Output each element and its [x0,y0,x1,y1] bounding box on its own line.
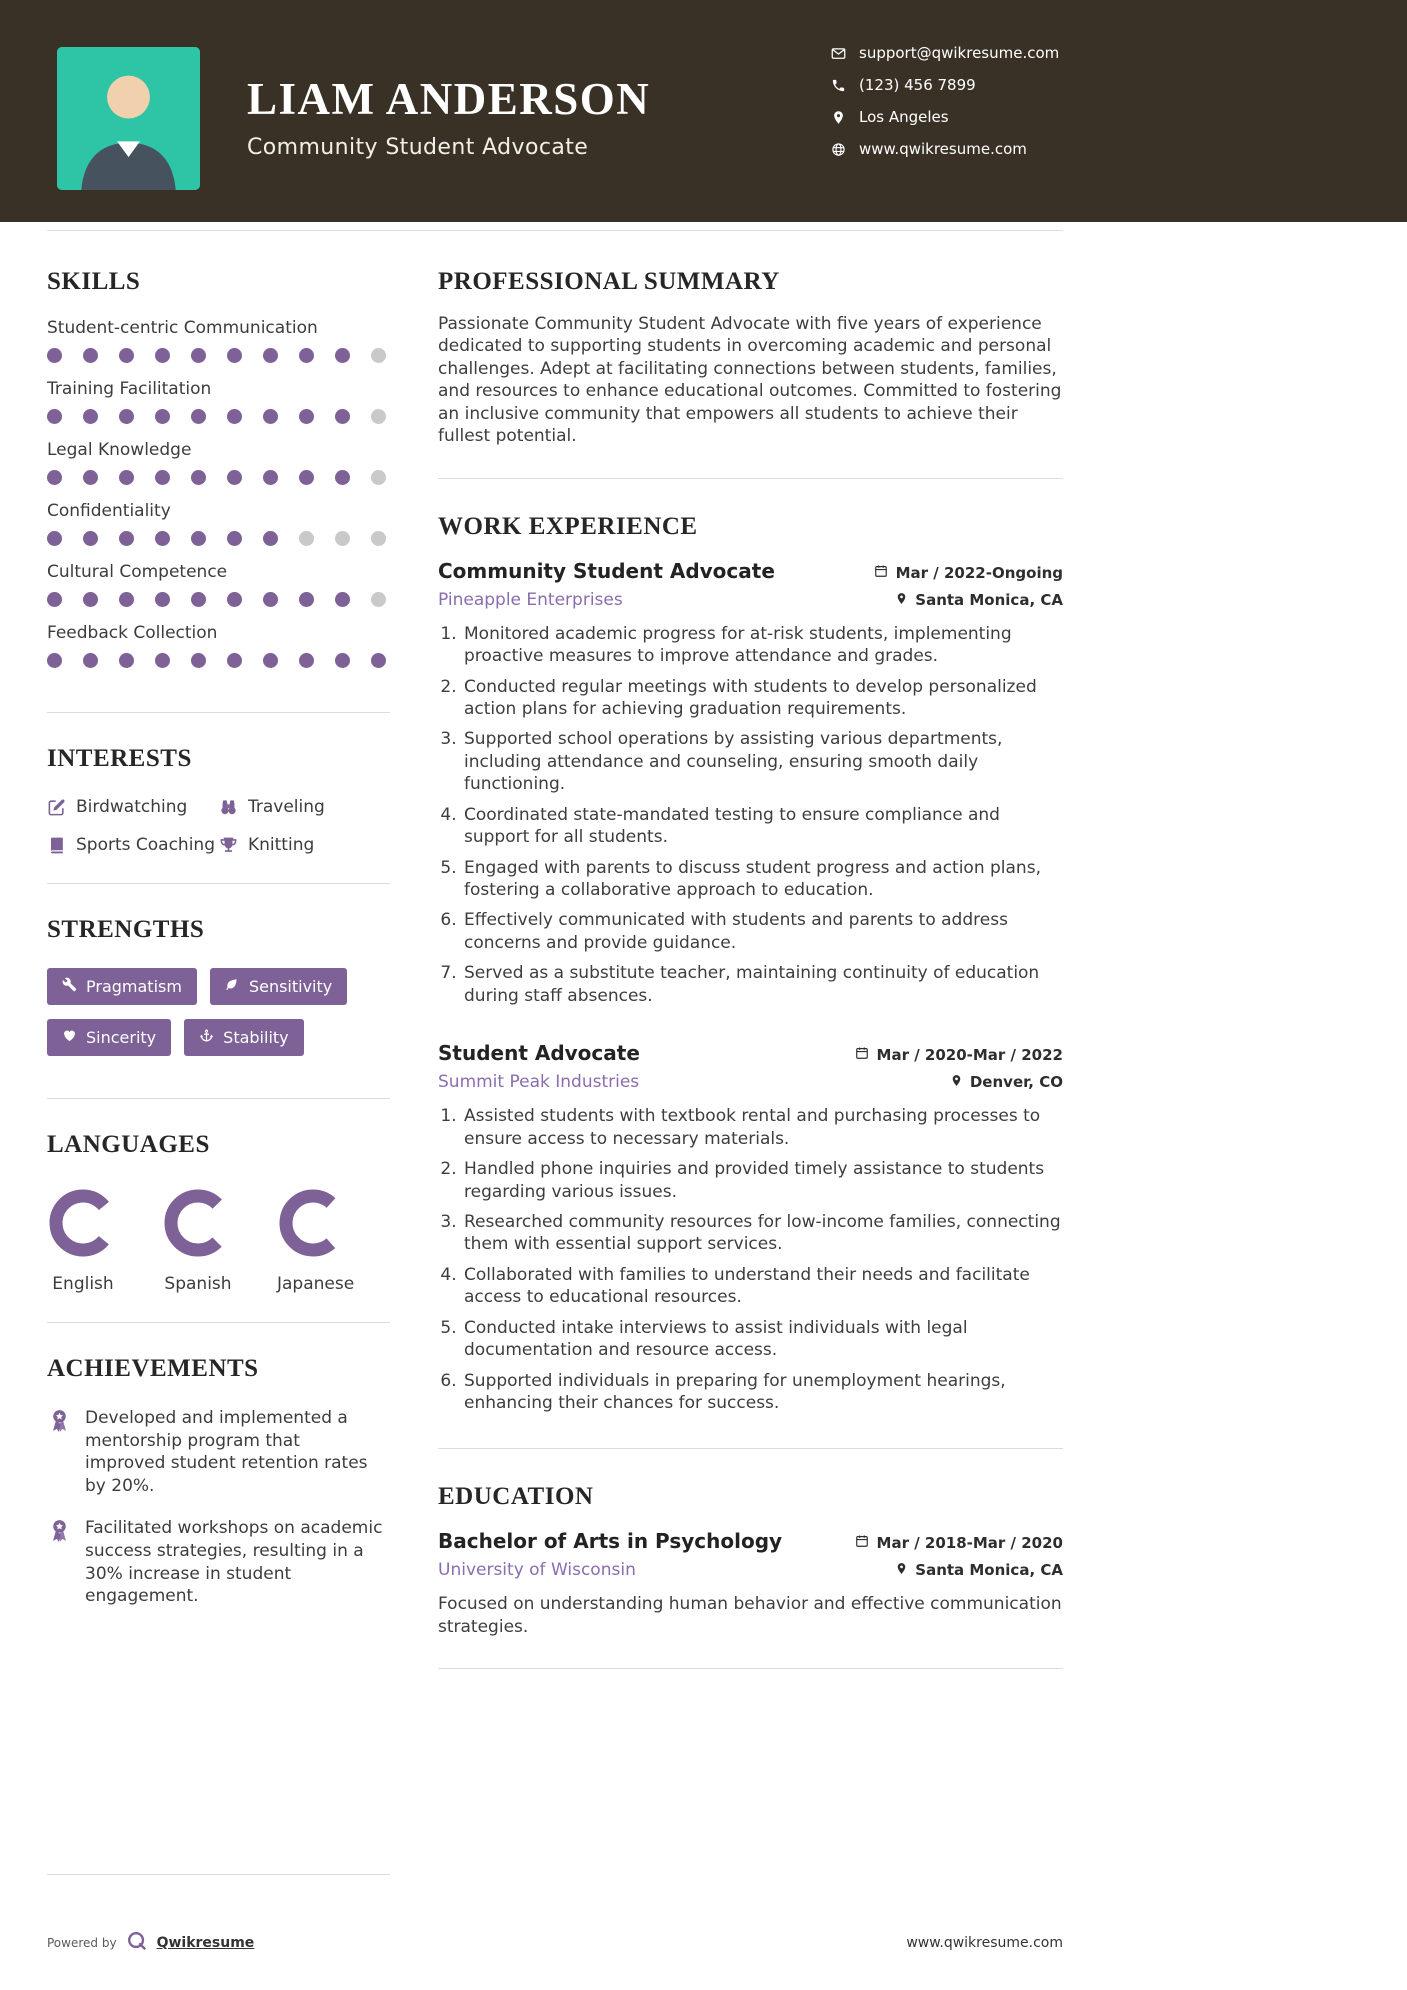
achievement-item [47,1407,390,1497]
divider [47,883,390,884]
rating-dot-filled [119,348,134,363]
pin-icon [895,1561,908,1579]
skill-rating [47,409,390,424]
language-item [277,1187,355,1294]
skill-name: Training Facilitation [47,379,212,399]
rating-dot-filled [119,409,134,424]
degree-title: Bachelor of Arts in Psychology [438,1529,783,1554]
education-heading: EDUCATION [438,1483,594,1511]
pin-icon [950,1073,963,1091]
rating-dot-filled [227,531,242,546]
contact-list [830,44,1059,172]
rating-dot-empty [371,348,386,363]
rating-dot-filled [83,409,98,424]
language-item [162,1187,234,1294]
rating-dot-filled [47,470,62,485]
rating-dot-filled [155,592,170,607]
strength-label: Stability [223,1028,289,1047]
skill-item [47,318,390,363]
rating-dot-filled [263,653,278,668]
job-dates-text: Mar / 2020-Mar / 2022 [876,1046,1063,1065]
leaf-icon [225,977,240,996]
languages-heading: LANGUAGES [47,1131,210,1158]
contact-website[interactable] [830,140,1059,158]
job-subheader [438,1072,1063,1092]
interest-label: Sports Coaching [76,835,215,855]
rating-dot-filled [47,531,62,546]
job-bullet: 1. Monitored academic progress for at-risk students, implementing proactive measures to improve attendance and grades. [462,623,1063,668]
rating-dot-filled [191,653,206,668]
rating-dot-filled [155,348,170,363]
rating-dot-filled [155,653,170,668]
education-dates [855,1534,1063,1552]
calendar-icon [855,1534,869,1552]
contact-email[interactable] [830,44,1059,62]
rating-dot-filled [371,653,386,668]
calendar-icon [855,1046,869,1064]
achievement-text: Developed and implemented a mentorship program that improved student retention rates by 20%. [85,1408,368,1496]
job-bullet: 7. Served as a substitute teacher, maintaining continuity of education during staff absences. [462,962,1063,1007]
contact-phone-text: (123) 456 7899 [859,76,976,94]
interest-item [47,797,219,817]
skill-name: Feedback Collection [47,623,218,643]
job-dates [855,1046,1063,1064]
contact-website-text: www.qwikresume.com [859,140,1027,158]
language-gauge [147,1172,249,1274]
rating-dot-filled [119,653,134,668]
rating-dot-filled [191,592,206,607]
job-location [895,591,1063,609]
achievements-section [47,1355,390,1628]
job-header [438,559,1063,583]
language-item [47,1187,119,1294]
footer [0,1912,1407,1990]
skills-heading: SKILLS [47,268,141,295]
strength-label: Sensitivity [248,977,333,996]
footer-website-link[interactable]: www.qwikresume.com [906,1935,1063,1951]
interest-label: Birdwatching [76,797,188,817]
job-bullet: 5. Engaged with parents to discuss student progress and action plans, fostering a collaborative approach to education. [462,857,1063,902]
qwikresume-brand-link[interactable]: Qwikresume [156,1935,255,1951]
rating-dot-filled [335,653,350,668]
rating-dot-filled [119,470,134,485]
rating-dot-filled [47,592,62,607]
rating-dot-filled [263,592,278,607]
summary-section [438,268,1063,448]
job-header [438,1041,1063,1065]
interest-item [47,835,219,855]
job-bullet: 3. Supported school operations by assisting various departments, including attendance and counseling, ensuring smooth daily functioning. [462,728,1063,795]
language-label: Japanese [277,1274,355,1294]
skill-name: Cultural Competence [47,562,228,582]
book-icon [47,836,66,855]
strength-badge [210,968,347,1005]
education-location [895,1561,1063,1579]
skill-name: Legal Knowledge [47,440,192,460]
right-column [438,268,1063,1893]
rating-dot-filled [83,470,98,485]
language-gauge [262,1172,364,1274]
rating-dot-filled [299,592,314,607]
globe-icon [830,142,846,157]
skill-rating [47,531,390,546]
job-subheader [438,590,1063,610]
rating-dot-empty [371,409,386,424]
qwikresume-logo-icon [126,1930,148,1956]
job-bullet: 2. Handled phone inquiries and provided timely assistance to students regarding various issues. [462,1158,1063,1203]
achievement-item [47,1517,390,1607]
contact-location [830,108,1059,126]
skill-item [47,623,390,668]
summary-text: Passionate Community Student Advocate with five years of experience dedicated to supporting students in overcoming academic and personal challenges. Adept at facilitating connections between students, families, and resources to enhance educational outcomes. Committed to fostering an inclusive community that empowers all students to achieve their fullest potential. [438,314,1062,447]
skill-rating [47,470,390,485]
divider [438,1448,1063,1449]
contact-email-text: support@qwikresume.com [859,44,1060,62]
job-bullet: 5. Conducted intake interviews to assist individuals with legal documentation and resource access. [462,1317,1063,1362]
job-bullet: 2. Conducted regular meetings with students to develop personalized action plans for achieving graduation requirements. [462,676,1063,721]
avatar [57,47,200,190]
rating-dot-filled [83,348,98,363]
divider [47,1322,390,1323]
rating-dot-filled [47,348,62,363]
rating-dot-empty [335,531,350,546]
language-label: Spanish [164,1274,232,1294]
job-title: Student Advocate [438,1041,640,1066]
rating-dot-filled [227,348,242,363]
award-icon [47,1518,72,1607]
divider [47,1098,390,1099]
job-entry [438,559,1063,1008]
rating-dot-filled [227,592,242,607]
school-name: University of Wisconsin [438,1560,636,1581]
rating-dot-filled [155,409,170,424]
location-icon [830,110,846,125]
rating-dot-filled [227,470,242,485]
job-location [950,1073,1063,1091]
job-location-text: Denver, CO [969,1073,1063,1092]
divider [47,1874,390,1875]
rating-dot-filled [227,653,242,668]
pin-icon [895,591,908,609]
skill-item [47,501,390,546]
achievement-text: Facilitated workshops on academic success strategies, resulting in a 30% increase in student engagement. [85,1518,383,1607]
interest-label: Traveling [248,797,325,817]
rating-dot-filled [191,409,206,424]
education-header [438,1529,1063,1553]
anchor-icon [199,1028,214,1047]
strength-badge [47,968,197,1005]
experience-heading: WORK EXPERIENCE [438,512,698,540]
interest-label: Knitting [248,835,315,855]
skills-section [47,268,390,684]
achievements-heading: ACHIEVEMENTS [47,1355,259,1382]
trophy-icon [219,836,238,855]
rating-dot-filled [191,348,206,363]
strengths-section [47,916,390,1070]
rating-dot-filled [335,470,350,485]
contact-phone[interactable] [830,76,1059,94]
strength-badges [47,968,390,1070]
rating-dot-filled [227,409,242,424]
rating-dot-empty [299,531,314,546]
strength-label: Pragmatism [86,977,182,996]
language-label: English [52,1274,114,1294]
email-icon [830,46,846,61]
header-divider [47,230,1063,231]
footer-branding [47,1930,254,1956]
job-dates [874,564,1063,582]
rating-dot-filled [299,470,314,485]
experience-section [438,513,1063,1415]
skill-name: Student-centric Communication [47,318,318,338]
rating-dot-filled [335,592,350,607]
job-title: Community Student Advocate [438,558,775,583]
education-dates-text: Mar / 2018-Mar / 2020 [876,1534,1063,1553]
job-bullet: 6. Supported individuals in preparing for unemployment hearings, enhancing their chances for success. [462,1370,1063,1415]
strength-label: Sincerity [86,1028,157,1047]
job-bullet: 4. Collaborated with families to understand their needs and facilitate access to educational resources. [462,1264,1063,1309]
strength-badge [184,1019,303,1056]
job-bullet: 3. Researched community resources for low-income families, connecting them with essential support services. [462,1211,1063,1256]
rating-dot-filled [263,409,278,424]
rating-dot-filled [299,653,314,668]
calendar-icon [874,564,888,582]
binoculars-icon [219,798,238,817]
rating-dot-filled [263,531,278,546]
header [0,0,1407,222]
divider [47,712,390,713]
phone-icon [830,78,846,93]
powered-by-text: Powered by [47,1936,117,1950]
rating-dot-filled [335,348,350,363]
rating-dot-empty [371,592,386,607]
rating-dot-filled [83,653,98,668]
job-entry [438,1041,1063,1414]
languages-list [47,1187,390,1294]
skill-item [47,440,390,485]
job-bullet: 4. Coordinated state-mandated testing to ensure compliance and support for all students. [462,804,1063,849]
language-gauge [32,1172,133,1273]
education-location-text: Santa Monica, CA [915,1561,1063,1580]
rating-dot-filled [299,348,314,363]
heart-icon [62,1028,77,1047]
interests-grid [47,797,390,855]
education-description: Focused on understanding human behavior and effective communication strategies. [438,1594,1062,1637]
content [0,268,1407,1893]
skill-item [47,379,390,424]
rating-dot-empty [371,470,386,485]
rating-dot-filled [155,531,170,546]
company-name: Summit Peak Industries [438,1072,640,1093]
summary-heading: PROFESSIONAL SUMMARY [438,268,780,295]
education-section [438,1483,1063,1638]
skill-item [47,562,390,607]
rating-dot-filled [263,348,278,363]
rating-dot-filled [191,531,206,546]
divider [438,1668,1063,1669]
person-name: LIAM ANDERSON [247,74,651,124]
skill-rating [47,653,390,668]
education-subheader [438,1560,1063,1580]
strength-badge [47,1019,171,1056]
interest-item [219,835,390,855]
wrench-icon [62,977,77,996]
left-column [47,268,390,1893]
rating-dot-filled [155,470,170,485]
skill-name: Confidentiality [47,501,171,521]
rating-dot-filled [119,592,134,607]
rating-dot-filled [119,531,134,546]
interests-heading: INTERESTS [47,745,192,772]
rating-dot-filled [83,592,98,607]
rating-dot-empty [371,531,386,546]
company-name: Pineapple Enterprises [438,589,623,610]
job-bullets [438,623,1063,1008]
person-job-title: Community Student Advocate [247,135,589,161]
award-icon [47,1408,72,1497]
divider [438,478,1063,479]
identity-block [247,76,650,160]
rating-dot-filled [299,409,314,424]
interest-item [219,797,390,817]
job-bullet: 6. Effectively communicated with students and parents to address concerns and provide guidance. [462,909,1063,954]
contact-location-text: Los Angeles [859,108,949,126]
rating-dot-filled [191,470,206,485]
job-bullet: 1. Assisted students with textbook rental and purchasing processes to ensure access to necessary materials. [462,1105,1063,1150]
strengths-heading: STRENGTHS [47,916,205,943]
rating-dot-filled [83,531,98,546]
job-bullets [438,1105,1063,1414]
rating-dot-filled [47,409,62,424]
skill-rating [47,592,390,607]
job-dates-text: Mar / 2022-Ongoing [895,563,1063,582]
rating-dot-filled [335,409,350,424]
avatar-illustration [57,47,200,190]
rating-dot-filled [263,470,278,485]
pencil-icon [47,798,66,817]
job-location-text: Santa Monica, CA [915,590,1063,609]
languages-section [47,1131,390,1294]
interests-section [47,745,390,855]
skill-rating [47,348,390,363]
rating-dot-filled [47,653,62,668]
